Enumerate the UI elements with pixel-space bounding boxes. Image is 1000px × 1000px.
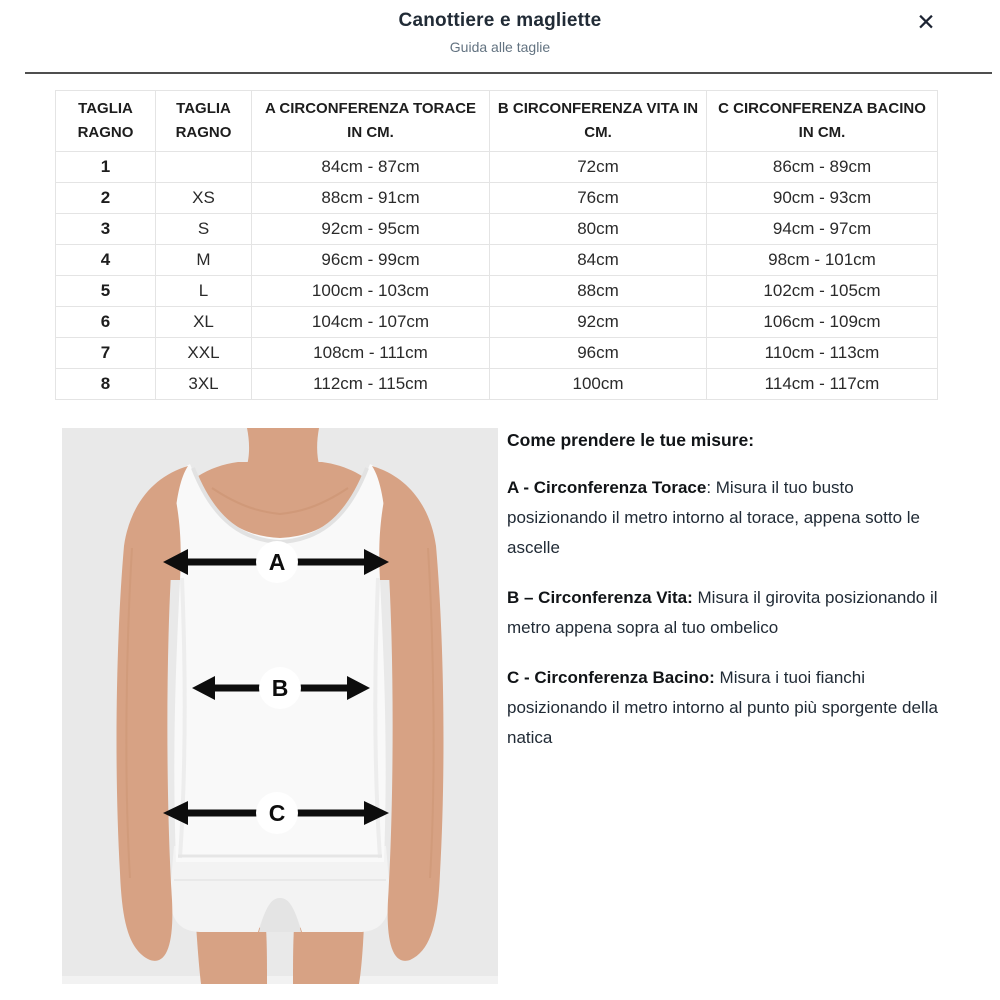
arrow-label-a: A <box>268 549 286 575</box>
measure-instruction-a <box>507 473 957 563</box>
table-cell: 8 <box>56 369 156 400</box>
photo-floor <box>62 976 498 984</box>
column-header: B CIRCONFERENZA VITA IN CM. <box>490 91 707 152</box>
table-cell: 112cm - 115cm <box>252 369 490 400</box>
table-cell: 102cm - 105cm <box>707 276 938 307</box>
table-cell: 98cm - 101cm <box>707 245 938 276</box>
table-cell: 72cm <box>490 152 707 183</box>
close-icon: ✕ <box>916 9 936 35</box>
column-header: C CIRCONFERENZA BACINO IN CM. <box>707 91 938 152</box>
arrow-label-c: C <box>268 800 286 826</box>
table-row <box>56 369 938 400</box>
table-cell: 96cm - 99cm <box>252 245 490 276</box>
column-header: A CIRCONFERENZA TORACE IN CM. <box>252 91 490 152</box>
table-cell: 114cm - 117cm <box>707 369 938 400</box>
table-cell: M <box>156 245 252 276</box>
table-row <box>56 183 938 214</box>
column-header: TAGLIA RAGNO <box>56 91 156 152</box>
measure-instruction-text: Misura il girovita posizionando il metro appena sopra al tuo ombelico <box>507 588 938 637</box>
measure-instruction-text: Misura i tuoi fianchi posizionando il metro intorno al punto più sporgente della natica <box>507 668 938 747</box>
table-cell: XS <box>156 183 252 214</box>
table-row <box>56 214 938 245</box>
table-cell: 96cm <box>490 338 707 369</box>
arrow-label-b: B <box>271 675 289 701</box>
table-cell: 3 <box>56 214 156 245</box>
table-cell: 84cm <box>490 245 707 276</box>
table-cell: 5 <box>56 276 156 307</box>
table-cell: 84cm - 87cm <box>252 152 490 183</box>
size-table-head <box>56 91 938 152</box>
table-cell: 100cm <box>490 369 707 400</box>
size-table <box>55 90 938 400</box>
table-cell: 110cm - 113cm <box>707 338 938 369</box>
header-row <box>56 91 938 152</box>
table-cell: 88cm - 91cm <box>252 183 490 214</box>
table-cell: 3XL <box>156 369 252 400</box>
table-cell: 6 <box>56 307 156 338</box>
model-photo <box>62 428 498 984</box>
table-cell: 106cm - 109cm <box>707 307 938 338</box>
header-divider <box>25 72 992 74</box>
table-row <box>56 245 938 276</box>
table-cell: XL <box>156 307 252 338</box>
measure-instructions <box>507 430 957 773</box>
measure-instruction-label: A - Circonferenza Torace <box>507 478 707 497</box>
table-cell: 80cm <box>490 214 707 245</box>
measure-instructions-heading: Come prendere le tue misure: <box>507 430 755 450</box>
table-cell: 104cm - 107cm <box>252 307 490 338</box>
table-cell: 76cm <box>490 183 707 214</box>
table-row <box>56 338 938 369</box>
table-cell: 90cm - 93cm <box>707 183 938 214</box>
measure-instruction-label: C - Circonferenza Bacino: <box>507 668 715 687</box>
table-cell: 94cm - 97cm <box>707 214 938 245</box>
page-title: Canottiere e magliette <box>398 10 602 31</box>
table-cell: 108cm - 111cm <box>252 338 490 369</box>
size-table-body <box>56 152 938 400</box>
table-row <box>56 276 938 307</box>
model-neck <box>237 428 329 486</box>
table-cell: S <box>156 214 252 245</box>
page-subtitle: Guida alle taglie <box>449 39 551 55</box>
close-button[interactable] <box>908 6 944 38</box>
table-cell: 2 <box>56 183 156 214</box>
table-cell: 92cm - 95cm <box>252 214 490 245</box>
measure-instruction-label: B – Circonferenza Vita: <box>507 588 693 607</box>
table-cell: 86cm - 89cm <box>707 152 938 183</box>
column-header: TAGLIA RAGNO <box>156 91 252 152</box>
modal-header <box>0 0 1000 55</box>
table-cell: XXL <box>156 338 252 369</box>
table-row <box>56 307 938 338</box>
table-cell <box>156 152 252 183</box>
measure-instruction-c <box>507 663 957 753</box>
measure-instruction-text: : Misura il tuo busto posizionando il metro intorno al torace, appena sotto le ascelle <box>507 478 920 557</box>
table-cell: 88cm <box>490 276 707 307</box>
measure-instruction-b <box>507 583 957 643</box>
table-cell: 7 <box>56 338 156 369</box>
table-cell: 1 <box>56 152 156 183</box>
table-row <box>56 152 938 183</box>
table-cell: 4 <box>56 245 156 276</box>
table-cell: L <box>156 276 252 307</box>
table-cell: 100cm - 103cm <box>252 276 490 307</box>
table-cell: 92cm <box>490 307 707 338</box>
